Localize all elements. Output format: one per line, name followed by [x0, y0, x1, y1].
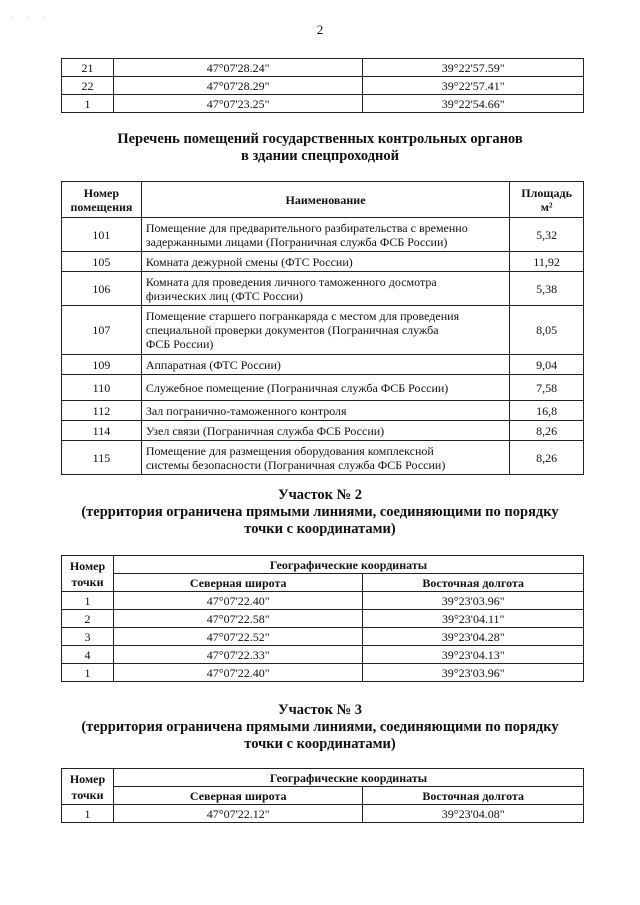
table-row — [62, 421, 584, 441]
rooms-heading-line1: Перечень помещений государственных контрольных органов — [117, 131, 523, 147]
section2-coordinates-table — [61, 555, 584, 682]
room-name-cell — [141, 375, 509, 401]
section2-header-point — [62, 556, 114, 592]
longitude-cell: 39°23'03.96" — [363, 664, 584, 682]
header-number-line1: Номер — [83, 185, 120, 200]
point-cell: 1 — [62, 592, 114, 610]
rooms-header-name: Наименование — [141, 182, 509, 218]
room-name-line: Зал погранично-таможенного контроля — [145, 403, 347, 418]
latitude-cell: 47°07'22.40" — [113, 664, 362, 682]
section3-heading — [0, 702, 640, 753]
table-row — [62, 628, 584, 646]
room-number-cell: 107 — [62, 306, 142, 355]
room-name-cell — [141, 306, 509, 355]
room-number-cell: 112 — [62, 401, 142, 421]
room-area-cell: 16,8 — [510, 401, 584, 421]
table-row — [62, 95, 584, 113]
longitude-cell: 39°23'04.11" — [363, 610, 584, 628]
section2-heading — [0, 487, 640, 538]
table-row — [62, 77, 584, 95]
room-name-line: Аппаратная (ФТС России) — [145, 357, 281, 372]
top-coordinates-table — [61, 58, 584, 113]
header-area-line1: Площадь — [521, 185, 572, 200]
latitude-cell: 47°07'23.25" — [113, 95, 363, 113]
room-number-cell: 110 — [62, 375, 142, 401]
room-area-cell: 5,32 — [510, 218, 584, 252]
section3-header-lat: Северная широта — [113, 787, 362, 805]
room-number-cell: 106 — [62, 272, 142, 306]
room-number-cell: 105 — [62, 252, 142, 272]
table-row — [62, 306, 584, 355]
table-row — [62, 272, 584, 306]
room-name-line: Помещение старшего погранкаряда с местом для проведения — [145, 309, 460, 323]
table-row — [62, 375, 584, 401]
room-name-cell — [141, 421, 509, 441]
room-name-cell — [141, 218, 509, 252]
section3-subtitle-line2: точки с координатами) — [244, 736, 396, 752]
room-name-line: Комната дежурной смены (ФТС России) — [145, 254, 353, 269]
room-name-line: Служебное помещение (Пограничная служба ФСБ России) — [145, 380, 449, 395]
room-name-cell — [141, 401, 509, 421]
section2-header-lat: Северная широта — [113, 574, 362, 592]
table-row — [62, 218, 584, 252]
s3-point-line1: Номер — [69, 771, 106, 786]
section2-subtitle-line2: точки с координатами) — [244, 521, 396, 537]
latitude-cell: 47°07'22.33" — [113, 646, 362, 664]
room-area-cell: 8,05 — [510, 306, 584, 355]
rooms-table — [61, 181, 584, 475]
room-name-line: специальной проверки документов (Пограничная служба — [145, 323, 439, 337]
section2-header-lon: Восточная долгота — [363, 574, 584, 592]
room-number-cell: 114 — [62, 421, 142, 441]
table-row — [62, 401, 584, 421]
room-area-cell: 8,26 — [510, 441, 584, 475]
section3-coordinates-table — [61, 768, 584, 823]
latitude-cell: 47°07'22.52" — [113, 628, 362, 646]
room-name-cell — [141, 272, 509, 306]
point-cell: 1 — [62, 805, 114, 823]
point-cell: 2 — [62, 610, 114, 628]
table-row — [62, 441, 584, 475]
room-area-cell: 9,04 — [510, 355, 584, 375]
rooms-heading-line2: в здании спецпроходной — [240, 148, 399, 164]
section3-subtitle-line1: (территория ограничена прямыми линиями, соединяющими по порядку — [81, 719, 559, 735]
latitude-cell: 47°07'28.24" — [113, 59, 363, 77]
longitude-cell: 39°22'57.41" — [363, 77, 584, 95]
table-row — [62, 805, 584, 823]
room-name-line: Комната для проведения личного таможенного досмотра — [145, 274, 437, 289]
rooms-header-area — [510, 182, 584, 218]
section2-subtitle-line1: (территория ограничена прямыми линиями, соединяющими по порядку — [81, 504, 559, 520]
longitude-cell: 39°23'04.13" — [363, 646, 584, 664]
point-cell: 22 — [62, 77, 114, 95]
section2-header-geo: Географические координаты — [113, 556, 583, 574]
section3-header-point — [62, 769, 114, 805]
table-row — [62, 59, 584, 77]
longitude-cell: 39°22'54.66" — [363, 95, 584, 113]
room-area-cell: 11,92 — [510, 252, 584, 272]
latitude-cell: 47°07'22.12" — [113, 805, 362, 823]
header-area-line2: м² — [540, 199, 553, 214]
point-cell: 21 — [62, 59, 114, 77]
latitude-cell: 47°07'22.40" — [113, 592, 362, 610]
scan-specks: · · · — [10, 14, 52, 23]
header-number-line2: помещения — [70, 199, 133, 214]
room-number-cell: 101 — [62, 218, 142, 252]
longitude-cell: 39°23'04.08" — [363, 805, 584, 823]
room-name-line: физических лиц (ФТС России) — [145, 288, 303, 303]
page-number: 2 — [316, 22, 324, 37]
longitude-cell: 39°23'04.28" — [363, 628, 584, 646]
room-name-line: задержанными лицами (Пограничная служба ФСБ России) — [145, 234, 448, 249]
section3-header-geo: Географические координаты — [113, 769, 583, 787]
table-row — [62, 592, 584, 610]
table-row — [62, 355, 584, 375]
table-row — [62, 252, 584, 272]
room-number-cell: 109 — [62, 355, 142, 375]
section2-title: Участок № 2 — [277, 487, 363, 503]
room-area-cell: 7,58 — [510, 375, 584, 401]
s2-point-line1: Номер — [69, 558, 106, 573]
room-area-cell: 8,26 — [510, 421, 584, 441]
room-number-cell: 115 — [62, 441, 142, 475]
room-name-line: системы безопасности (Пограничная служба ФСБ России) — [145, 457, 446, 472]
latitude-cell: 47°07'22.58" — [113, 610, 362, 628]
rooms-header-number — [62, 182, 142, 218]
s2-point-line2: точки — [71, 574, 104, 589]
longitude-cell: 39°22'57.59" — [363, 59, 584, 77]
longitude-cell: 39°23'03.96" — [363, 592, 584, 610]
point-cell: 3 — [62, 628, 114, 646]
table-row — [62, 610, 584, 628]
point-cell: 4 — [62, 646, 114, 664]
room-name-cell — [141, 355, 509, 375]
table-row — [62, 664, 584, 682]
table-row — [62, 646, 584, 664]
point-cell: 1 — [62, 95, 114, 113]
room-name-line: ФСБ России) — [145, 337, 214, 351]
room-name-line: Узел связи (Пограничная служба ФСБ России) — [145, 423, 385, 438]
section3-header-lon: Восточная долгота — [363, 787, 584, 805]
point-cell: 1 — [62, 664, 114, 682]
room-name-line: Помещение для размещения оборудования комплексной — [145, 443, 434, 458]
latitude-cell: 47°07'28.29" — [113, 77, 363, 95]
room-name-line: Помещение для предварительного разбирательства с временно — [145, 220, 468, 235]
room-name-cell — [141, 252, 509, 272]
room-area-cell: 5,38 — [510, 272, 584, 306]
section3-title: Участок № 3 — [277, 702, 363, 718]
s3-point-line2: точки — [71, 787, 104, 802]
rooms-heading — [0, 131, 640, 165]
room-name-cell — [141, 441, 509, 475]
